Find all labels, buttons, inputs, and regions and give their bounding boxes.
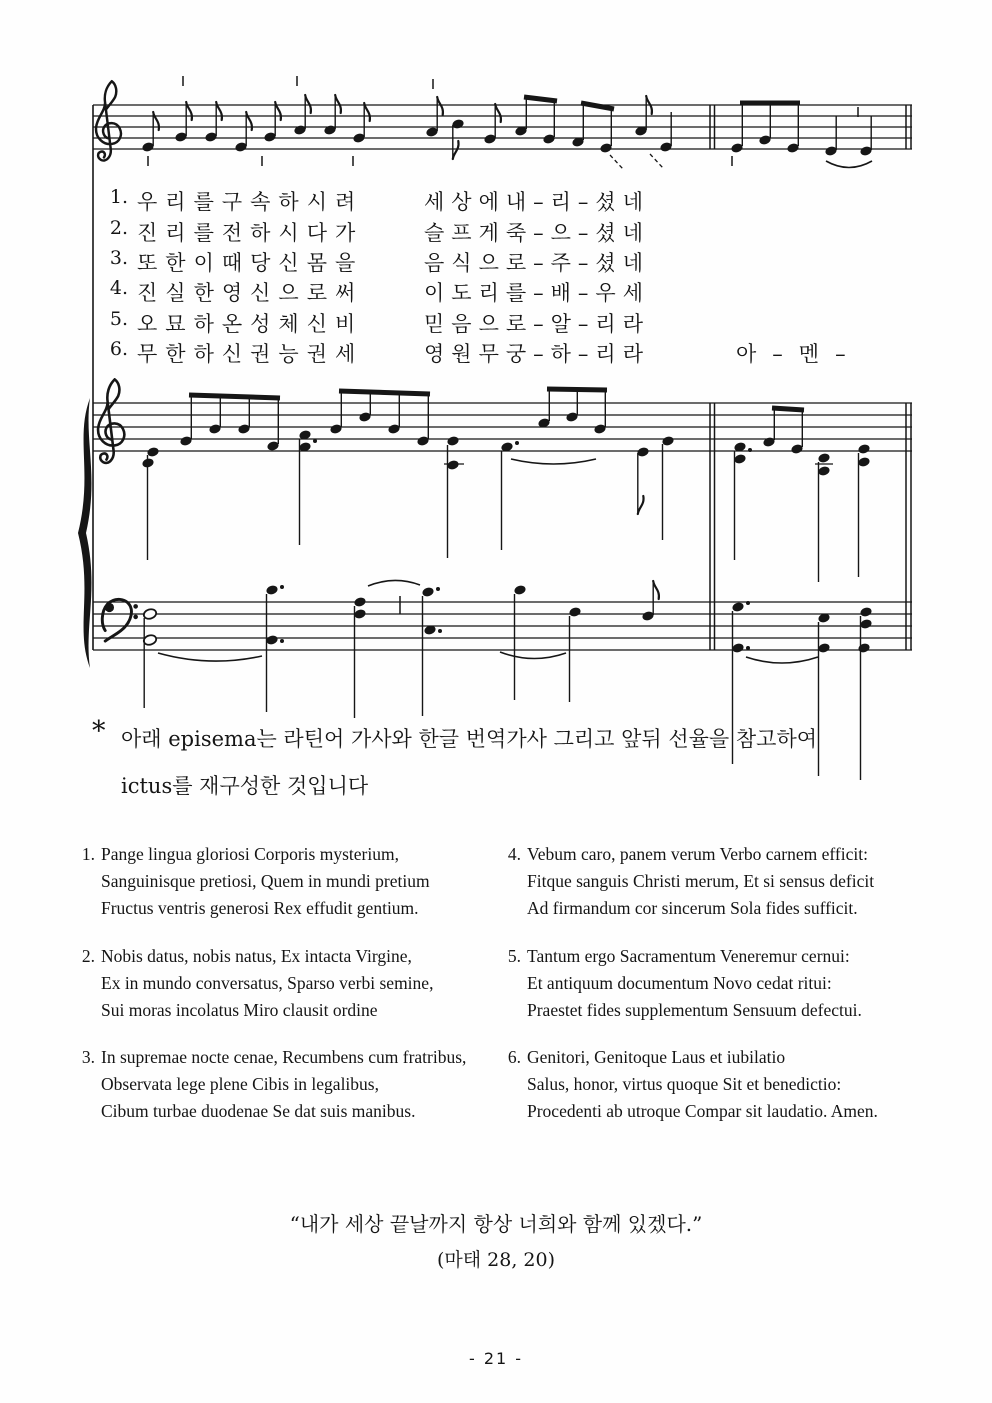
lyric-number: 3. (109, 247, 128, 269)
lyric-line-3 (0, 247, 992, 275)
lyric-number: 6. (109, 338, 128, 360)
verse-line: Genitori, Genitoque Laus et iubilatio (527, 1047, 786, 1067)
lyric-text: 또한이때당신몸을 (137, 251, 364, 275)
footnote-asterisk: * (92, 716, 106, 747)
verse-line: Sui moras incolatus Miro clausit ordine (101, 1000, 378, 1020)
lyric-text: 음식으로–주–셨네 (424, 251, 651, 275)
lyric-number: 1. (109, 186, 128, 208)
verse-line: Et antiquum documentum Novo cedat ritui: (527, 973, 832, 993)
verse-lines (101, 1044, 466, 1125)
lyric-text: 슬프게죽–으–셨네 (424, 221, 651, 245)
lyric-text: 우리를구속하시려 (137, 190, 364, 214)
verse-lines (527, 943, 862, 1024)
verse-1 (71, 841, 430, 922)
verse-2 (71, 943, 433, 1024)
verse-4 (497, 841, 874, 922)
lyric-number: 4. (109, 277, 128, 299)
verse-number: 2. (81, 946, 95, 966)
lyric-text: 진리를전하시다가 (137, 221, 364, 245)
verse-lines (527, 841, 874, 922)
verse-line: Pange lingua gloriosi Corporis mysterium, (101, 844, 399, 864)
verse-line: Salus, honor, virtus quoque Sit et benedictio: (527, 1074, 842, 1094)
verse-6 (497, 1044, 878, 1125)
lyric-line-1 (0, 186, 992, 214)
lyric-text: 이도리를–배–우세 (424, 281, 651, 305)
verse-line: Praestet fides supplementum Sensuum defectui. (527, 1000, 862, 1020)
lyric-line-6 (0, 338, 992, 366)
verse-3 (71, 1044, 466, 1125)
verse-line: Procedenti ab utroque Compar sit laudatio. Amen. (527, 1101, 878, 1121)
verse-lines (101, 841, 430, 922)
verse-line: Ex in mundo conversatus, Sparso verbi semine, (101, 973, 434, 993)
footnote-line-1: 아래 episema는 라틴어 가사와 한글 번역가사 그리고 앞뒤 선율을 참고하여 (121, 727, 818, 751)
verse-line: Fructus ventris generosi Rex effudit gentium. (101, 898, 419, 918)
verse-line: Cibum turbae duodenae Se dat suis manibus. (101, 1101, 416, 1121)
scripture-reference: (마태 28, 20) (436, 1249, 555, 1271)
verse-line: Tantum ergo Sacramentum Veneremur cernui: (527, 946, 850, 966)
lyric-text: 영원무궁–하–리라 (424, 342, 651, 366)
page-number: - 21 - (468, 1349, 524, 1368)
scripture-quote: “내가 세상 끝날까지 항상 너희와 함께 있겠다.” (289, 1212, 703, 1236)
lyric-text: 무한하신권능권세 (137, 342, 364, 366)
verse-line: Fitque sanguis Christi merum, Et si sensus deficit (527, 871, 875, 891)
verse-line: Ad firmandum cor sincerum Sola fides sufficit. (527, 898, 858, 918)
verse-line: Nobis datus, nobis natus, Ex intacta Virgine, (101, 946, 412, 966)
verse-number: 1. (81, 844, 95, 864)
lyric-line-2 (0, 217, 992, 245)
verse-5 (497, 943, 862, 1024)
verse-line: Vebum caro, panem verum Verbo carnem efficit: (527, 844, 868, 864)
lyric-line-5 (0, 308, 992, 336)
verse-number: 5. (507, 946, 521, 966)
lyric-number: 2. (109, 217, 128, 239)
verse-lines (101, 943, 433, 1024)
verse-line: Observata lege plene Cibis in legalibus, (101, 1074, 379, 1094)
lyric-number: 5. (109, 308, 128, 330)
lyric-text: 믿음으로–알–리라 (424, 312, 651, 336)
footnote-line-2: ictus를 재구성한 것입니다 (121, 774, 369, 798)
lyric-text: 오묘하온성체신비 (137, 312, 364, 336)
verse-line: Sanguinisque pretiosi, Quem in mundi pretium (101, 871, 430, 891)
verse-number: 4. (507, 844, 521, 864)
verse-number: 6. (507, 1047, 521, 1067)
lyric-text: 세상에내–리–셨네 (424, 190, 651, 214)
lyric-text: 아–멘– (736, 342, 862, 366)
verse-line: In supremae nocte cenae, Recumbens cum fratribus, (101, 1047, 467, 1067)
lyric-line-4 (0, 277, 992, 305)
verse-lines (527, 1044, 878, 1125)
verse-number: 3. (81, 1047, 95, 1067)
lyric-text: 진실한영신으로써 (137, 281, 364, 305)
